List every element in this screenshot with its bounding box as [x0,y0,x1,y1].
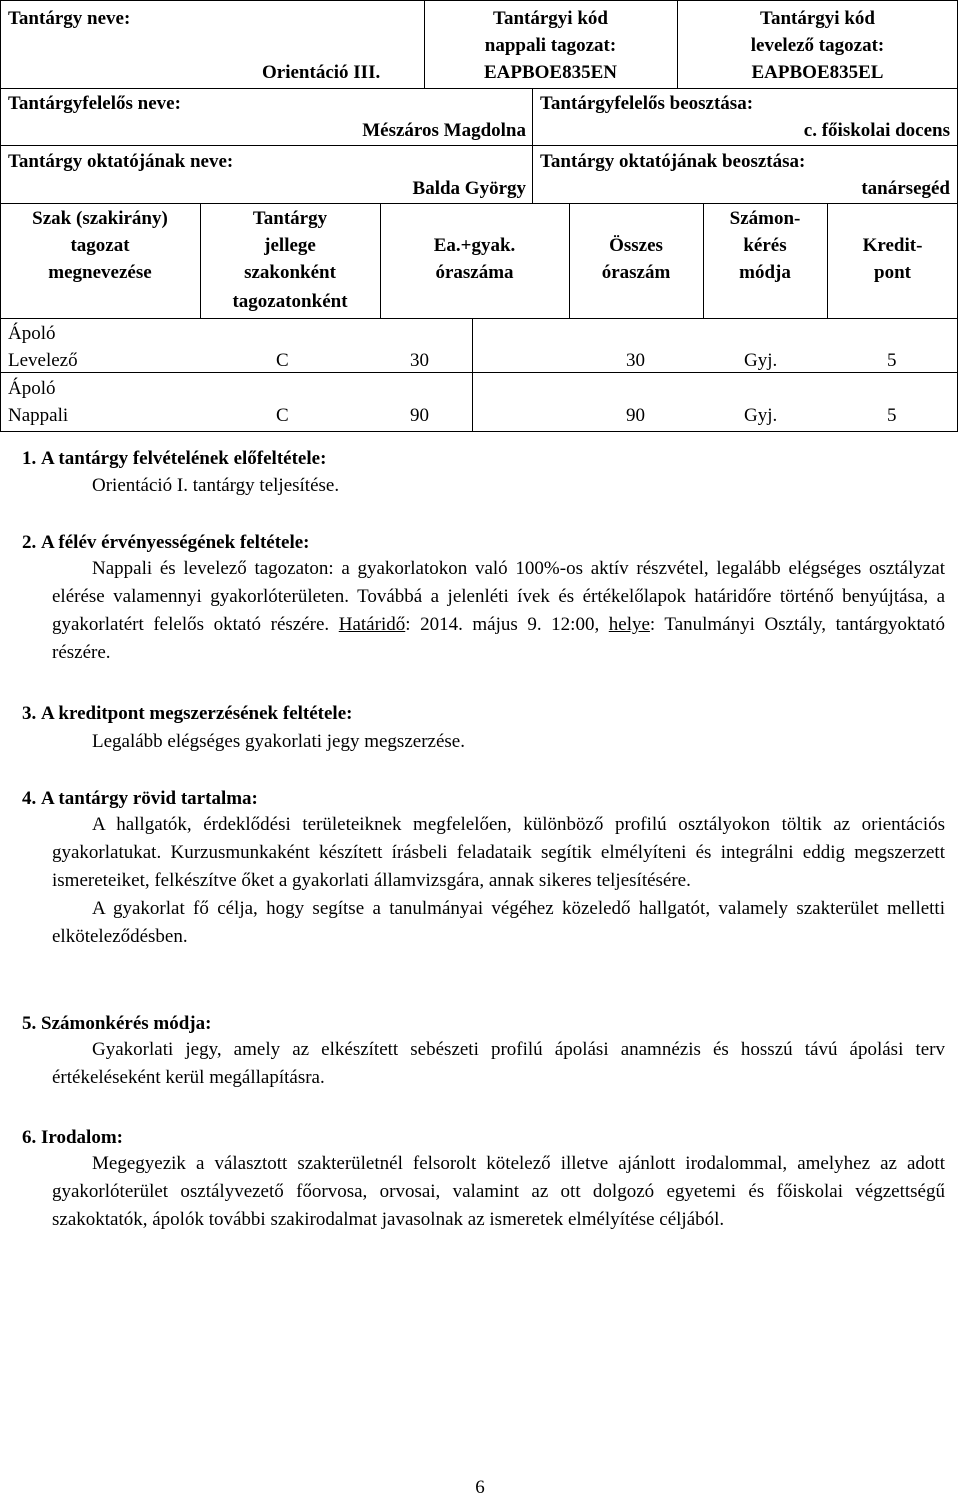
divider [0,372,958,373]
section-number: 5. [22,1013,37,1034]
subject-name: Orientáció III. [262,62,381,83]
code-day: EAPBOE835EN [483,62,618,83]
section-title: A félév érvényességének feltétele: [41,532,310,553]
cell-szak: Ápoló [8,323,56,344]
section-title: A tantárgy felvételének előfeltétele: [41,448,327,469]
col-header-szamon: módja [739,262,791,283]
cell-ea: 30 [410,350,429,371]
deadline-value: : 2014. május 9. 12:00, [405,614,609,635]
deadline-label: Határidő [338,614,406,635]
divider [0,145,958,146]
section-number: 6. [22,1127,37,1148]
teacher-label: Tantárgy oktatójának neve: [8,151,234,172]
section-title: A kreditpont megszerzésének feltétele: [41,703,353,724]
col-header-szamon: kérés [743,235,787,256]
section-title: Számonkérés módja: [41,1013,212,1034]
col-header-jelleg: tagozatonként [232,291,348,312]
col-header-ea: óraszáma [435,262,514,283]
cell-tagozat: Levelező [8,350,78,371]
section-paragraph: A hallgatók, érdeklődési területeiknek megfelelően, különböző profilú osztályokon töltik az orientációs gyakorlatukat. Kurzusmunkaként készített írásbeli feladataik segítik elmélyíteni és integrálni eddig megszerzett ismereteiket, felkészítve őket a gyakorlati államvizsgára, annak sikeres teljesítésére. [52,814,945,891]
cell-kredit: 5 [887,405,897,426]
section-text: Gyakorlati jegy, amely az elkészített sebészeti profilú ápolási anamnézis és hosszú távú ápolási terv értékeléseként kerül megállapításra. [52,1039,945,1088]
section-title: Irodalom: [41,1127,123,1148]
section-text: Megegyezik a választott szakterületnél felsorolt kötelező illetve ajánlott irodalommal, amelyhez az adott gyakorlóterület osztályvezető főorvosa, orvosai, valamint az ott dolgozó egyetemi és főiskolai végzettségű szakoktatók, ápolók további szakirodalmat javasolnak az ismeretek elmélyítése céljából. [52,1153,945,1230]
section-number: 2. [22,532,37,553]
code-day-label: nappali tagozat: [484,35,617,56]
place-value: : Tanulmányi Osztály, tantárgyoktató részére. [52,614,945,663]
code-corr-label: levelező tagozat: [750,35,885,56]
cell-osszes: 30 [626,350,645,371]
col-header-jelleg: Tantárgy [252,208,328,229]
responsible-name: Mészáros Magdolna [362,120,526,141]
section-number: 3. [22,703,37,724]
responsible-pos: c. főiskolai docens [803,120,950,141]
cell-mod: Gyj. [744,350,778,371]
divider [0,203,958,204]
col-header-szak: megnevezése [48,262,152,283]
divider [0,88,958,89]
cell-jelleg: C [276,350,289,371]
divider [569,203,570,318]
cell-osszes: 90 [626,405,645,426]
col-header-jelleg: szakonként [244,262,336,283]
section-paragraph: A gyakorlat fő célja, hogy segítse a tanulmányai végéhez közeledő hallgatót, valamely szakterület melletti elköteleződésben. [52,898,945,947]
section-number: 4. [22,788,37,809]
divider [380,203,381,318]
cell-tagozat: Nappali [8,405,69,426]
col-header-kredit: Kredit- [862,235,923,256]
col-header-szamon: Számon- [729,208,801,229]
divider [532,88,533,203]
section-text: Nappali és levelező tagozaton: a gyakorlatokon való 100%-os aktív részvétel, legalább elégséges osztályzat elérése valamennyi gyakorlóterületen. Továbbá a jelenléti ívek és értékelőlapok határidőre történő benyújtása, a gyakorlatért felelős oktató részére. [52,558,945,635]
divider [827,203,828,318]
col-header-osszes: óraszám [601,262,671,283]
teacher-pos-label: Tantárgy oktatójának beosztása: [540,151,806,172]
subject-name-label: Tantárgy neve: [8,8,131,29]
col-header-szak: tagozat [70,235,130,256]
cell-mod: Gyj. [744,405,778,426]
col-header-ea: Ea.+gyak. [433,235,516,256]
divider [0,318,958,319]
col-header-jelleg: jellege [264,235,316,256]
col-header-kredit: pont [874,262,911,283]
section-title: A tantárgy rövid tartalma: [41,788,258,809]
code-corr-label: Tantárgyi kód [760,8,875,29]
section-number: 1. [22,448,37,469]
cell-kredit: 5 [887,350,897,371]
page-number: 6 [475,1477,485,1498]
place-label: helye [608,614,650,635]
section-text: Orientáció I. tantárgy teljesítése. [92,475,340,496]
cell-ea: 90 [410,405,429,426]
section-text: Legalább elégséges gyakorlati jegy megszerzése. [92,731,465,752]
teacher-pos: tanársegéd [861,178,950,199]
teacher-name: Balda György [412,178,526,199]
cell-jelleg: C [276,405,289,426]
divider [472,318,473,432]
cell-szak: Ápoló [8,378,56,399]
code-day-label: Tantárgyi kód [493,8,608,29]
col-header-osszes: Összes [609,235,663,256]
col-header-szak: Szak (szakirány) [32,208,168,229]
code-corr: EAPBOE835EL [751,62,884,83]
responsible-label: Tantárgyfelelős neve: [8,93,181,114]
responsible-pos-label: Tantárgyfelelős beosztása: [540,93,754,114]
